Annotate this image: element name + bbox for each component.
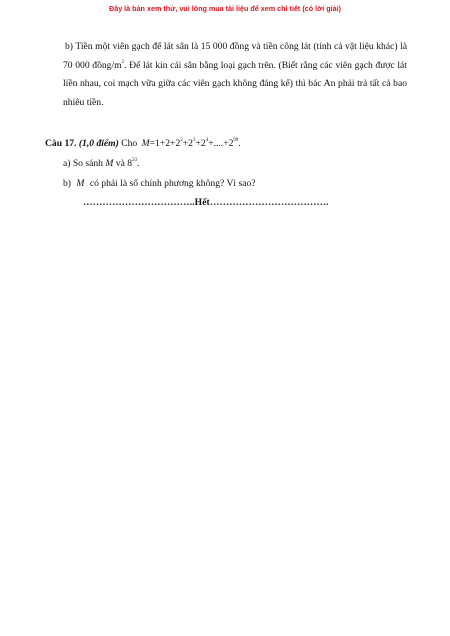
item-b-prefix: b) xyxy=(63,178,71,189)
question-points: (1,0 điểm) xyxy=(78,138,119,149)
part-b-line-2b: . Để lát kín cái sân bằng loại gạch trên. (Biết rằng các viên xyxy=(124,59,352,71)
part-b-line-3: gạch được lát liền nhau, coi mạch vữa giữa các viên gạch không đáng kể) thì bác An xyxy=(63,59,407,89)
end-marker: ……………………………..Hết………………………………. xyxy=(83,197,329,208)
square-exponent: 2 xyxy=(121,59,125,65)
item-a-prefix: a) So sánh xyxy=(63,158,103,169)
question-label: Câu 17. xyxy=(45,138,77,149)
item-b-text: có phải là số chính phương không? Vì sao? xyxy=(89,178,256,189)
part-b-paragraph xyxy=(63,38,407,112)
formula-m: $M=1+2+2^2+2^3+2^4+....+2^{99}$. xyxy=(141,138,241,149)
question-17 xyxy=(45,137,241,151)
item-a-power: $8^{33}$. xyxy=(127,158,140,169)
item-a xyxy=(63,157,139,171)
part-b-line-2: khác) là 70 000 đồng/m xyxy=(63,41,407,71)
item-b xyxy=(63,177,256,191)
item-b-var: M xyxy=(76,178,85,189)
part-b-line-1: b) Tiền một viên gạch để lát sân là 15 000 đồng và tiền công lát (tính cả vật liệu xyxy=(65,41,374,52)
question-intro: Cho xyxy=(121,138,138,149)
part-b-line-4: phải trả tất cả bao nhiêu tiền. xyxy=(63,78,408,108)
item-a-conj: và xyxy=(115,158,125,169)
item-a-var: M xyxy=(105,158,114,169)
preview-banner: Đây là bản xem thử, vui lòng mua tài liệu để xem chi tiết (có lời giải) xyxy=(109,4,341,13)
